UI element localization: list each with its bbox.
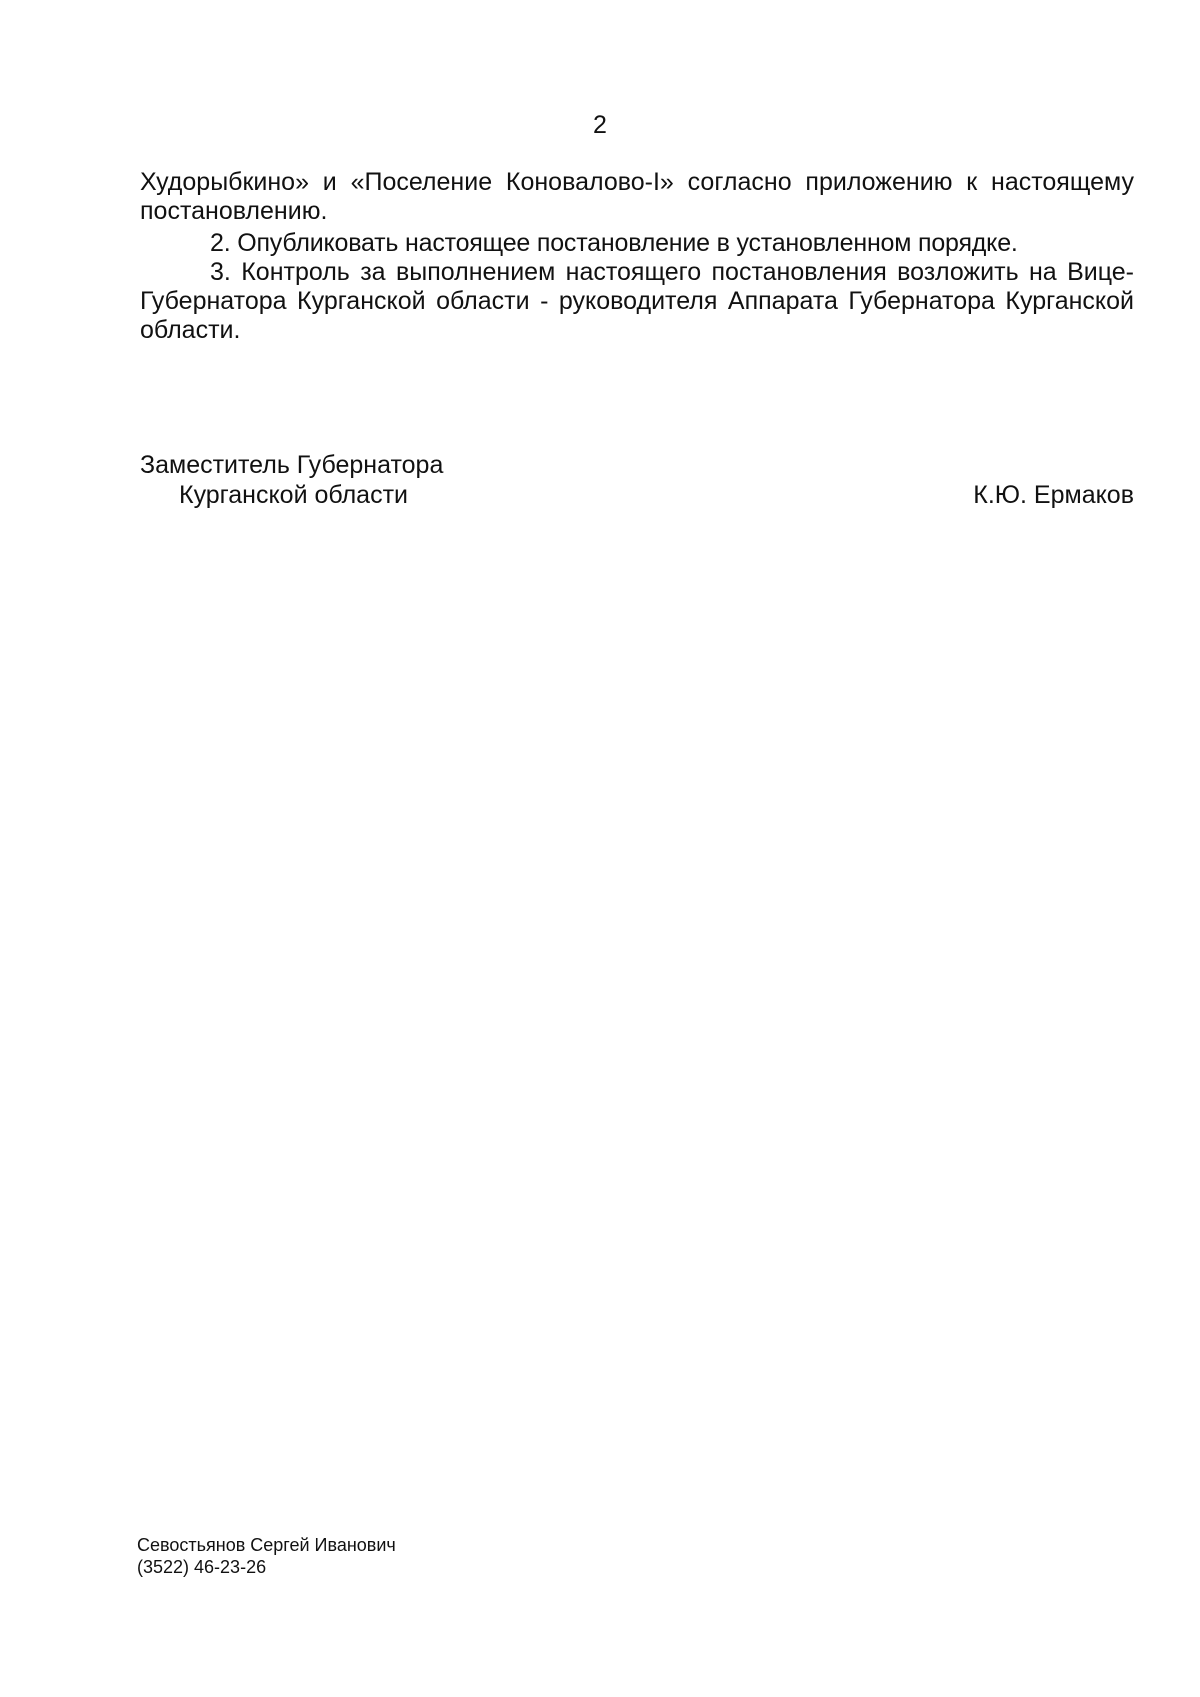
signatory-position-line2: Курганской области bbox=[179, 481, 409, 509]
signature-row bbox=[140, 480, 1134, 510]
signature-block bbox=[140, 450, 1134, 510]
signatory-position-line1: Заместитель Губернатора bbox=[140, 451, 444, 479]
paragraph-continuation: Худорыбкино» и «Поселение Коновалово-I» согласно приложению к настоящему постановлению. bbox=[140, 168, 1134, 225]
document-body bbox=[140, 168, 1134, 345]
paragraph-item-2: 2. Опубликовать настоящее постановление в установленном порядке. bbox=[210, 229, 1018, 257]
page-number: 2 bbox=[593, 111, 607, 139]
paragraph-item-3: 3. Контроль за выполнением настоящего постановления возложить на Вице-Губернатора Курганской области - руководителя Аппарата Губернатора Курганской области. bbox=[140, 258, 1134, 344]
signatory-name: К.Ю. Ермаков bbox=[973, 481, 1134, 509]
executor-block bbox=[137, 1534, 396, 1578]
executor-phone: (3522) 46-23-26 bbox=[137, 1557, 267, 1577]
executor-name: Севостьянов Сергей Иванович bbox=[137, 1535, 396, 1555]
